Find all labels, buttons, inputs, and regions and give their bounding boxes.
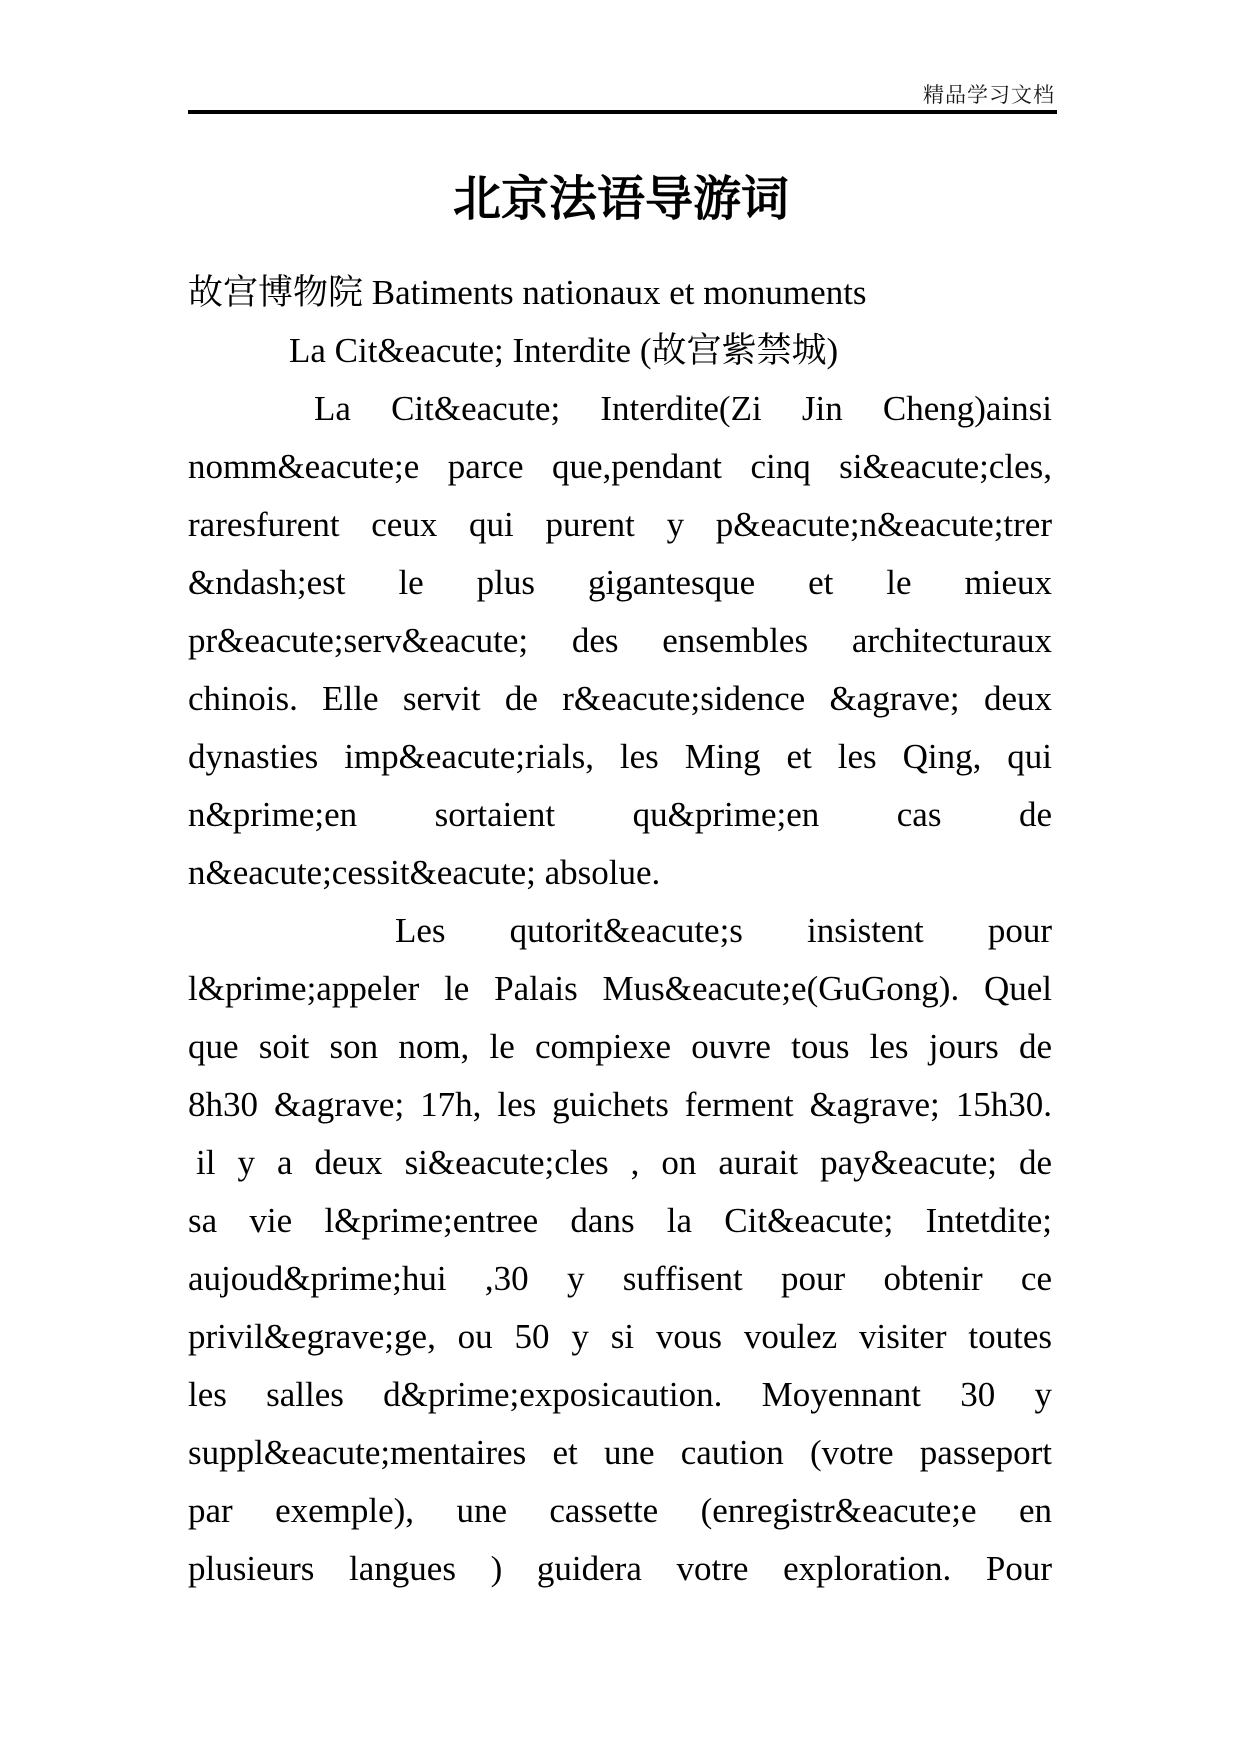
header-watermark-text: 精品学习文档: [923, 83, 1055, 107]
text-line: La Cit&eacute; Interdite (故宫紫禁城): [289, 331, 839, 370]
text-line: Les qutorit&eacute;s insistent pour: [395, 911, 1052, 950]
text-line: les salles d&prime;exposicaution. Moyennant 30 y: [188, 1375, 1052, 1414]
text-line: pr&eacute;serv&eacute; des ensembles architecturaux: [188, 621, 1052, 660]
text-line: 故宫博物院 Batiments nationaux et monuments: [188, 273, 867, 312]
document-body: [188, 264, 1052, 1598]
text-line: suppl&eacute;mentaires et une caution (votre passeport: [188, 1433, 1052, 1472]
text-line: sa vie l&prime;entree dans la Cit&eacute; Intetdite;: [188, 1201, 1052, 1240]
document-title: 北京法语导游词: [452, 173, 789, 226]
text-line: nomm&eacute;e parce que,pendant cinq si&eacute;cles,: [188, 447, 1052, 486]
page-header: [188, 82, 1055, 108]
text-line: plusieurs langues ) guidera votre exploration. Pour: [188, 1549, 1052, 1588]
text-line: n&eacute;cessit&eacute; absolue.: [188, 853, 661, 892]
text-line: La Cit&eacute; Interdite(Zi Jin Cheng)ainsi: [314, 389, 1052, 428]
text-line: privil&egrave;ge, ou 50 y si vous voulez visiter toutes: [188, 1317, 1052, 1356]
text-line: dynasties imp&eacute;rials, les Ming et les Qing, qui: [188, 737, 1052, 776]
text-line: il y a deux si&eacute;cles , on aurait pay&eacute; de: [196, 1143, 1052, 1182]
text-line: aujoud&prime;hui ,30 y suffisent pour obtenir ce: [188, 1259, 1052, 1298]
text-line: n&prime;en sortaient qu&prime;en cas de: [188, 795, 1052, 834]
text-line: que soit son nom, le compiexe ouvre tous les jours de: [188, 1027, 1052, 1066]
text-line: raresfurent ceux qui purent y p&eacute;n&eacute;trer: [188, 505, 1052, 544]
text-line: chinois. Elle servit de r&eacute;sidence &agrave; deux: [188, 679, 1052, 718]
text-line: 8h30 &agrave; 17h, les guichets ferment &agrave; 15h30.: [188, 1085, 1052, 1124]
text-line: &ndash;est le plus gigantesque et le mieux: [188, 563, 1052, 602]
text-line: par exemple), une cassette (enregistr&eacute;e en: [188, 1491, 1052, 1530]
header-rule: [188, 110, 1057, 114]
text-line: l&prime;appeler le Palais Mus&eacute;e(GuGong). Quel: [188, 969, 1052, 1008]
